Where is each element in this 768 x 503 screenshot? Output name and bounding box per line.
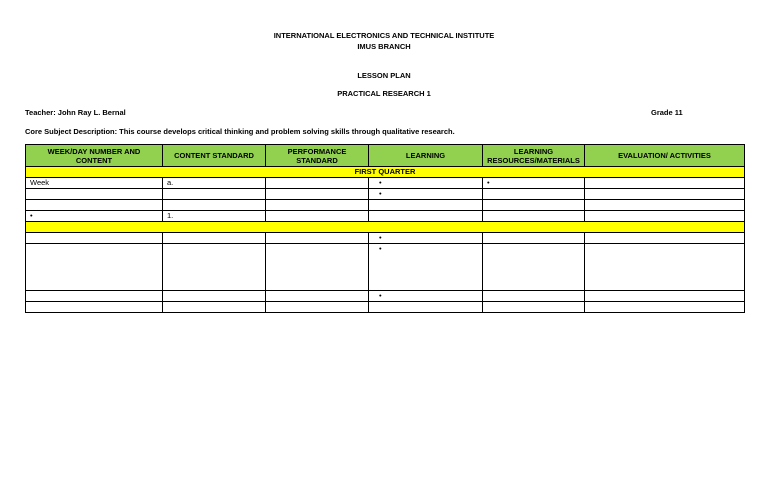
teacher-line: Teacher: John Ray L. Bernal xyxy=(25,108,126,117)
cell xyxy=(163,302,266,313)
cell xyxy=(585,291,745,302)
cell xyxy=(585,178,745,189)
quarter-row xyxy=(26,222,745,233)
cell xyxy=(266,178,369,189)
cell: • xyxy=(369,178,483,189)
cell: a. xyxy=(163,178,266,189)
quarter-row xyxy=(26,167,745,178)
cell xyxy=(483,233,585,244)
cell: • xyxy=(369,233,483,244)
cell xyxy=(266,302,369,313)
cell: • xyxy=(483,178,585,189)
table-row xyxy=(26,178,745,189)
cell xyxy=(369,302,483,313)
institute-name: INTERNATIONAL ELECTRONICS AND TECHNICAL INSTITUTE xyxy=(273,31,495,40)
cell xyxy=(26,200,163,211)
table-row xyxy=(26,302,745,313)
cell xyxy=(26,244,163,291)
cell: Week xyxy=(26,178,163,189)
cell xyxy=(26,233,163,244)
cell xyxy=(483,189,585,200)
grade-line: Grade 11 xyxy=(651,108,683,117)
cell xyxy=(26,189,163,200)
table-row xyxy=(26,244,745,291)
cell xyxy=(369,211,483,222)
cell xyxy=(266,291,369,302)
subject-title: PRACTICAL RESEARCH 1 xyxy=(337,89,431,98)
cell xyxy=(369,200,483,211)
cell xyxy=(163,200,266,211)
cell xyxy=(483,244,585,291)
table-row xyxy=(26,200,745,211)
table-row xyxy=(26,211,745,222)
cell: • xyxy=(26,211,163,222)
cell xyxy=(163,291,266,302)
cell xyxy=(585,302,745,313)
cell: • xyxy=(369,189,483,200)
cell xyxy=(585,200,745,211)
cell: • xyxy=(369,291,483,302)
cell: • xyxy=(369,244,483,291)
header-performance-standard: PERFORMANCE STANDARD xyxy=(266,145,369,167)
cell xyxy=(483,211,585,222)
doc-type: LESSON PLAN xyxy=(357,71,411,80)
cell xyxy=(163,244,266,291)
header-week: WEEK/DAY NUMBER AND CONTENT xyxy=(26,145,163,167)
table-row xyxy=(26,189,745,200)
cell xyxy=(266,200,369,211)
lesson-plan-table xyxy=(25,144,745,313)
quarter-label: FIRST QUARTER xyxy=(26,167,745,178)
cell: 1. xyxy=(163,211,266,222)
cell xyxy=(26,302,163,313)
cell xyxy=(585,233,745,244)
cell xyxy=(266,233,369,244)
header-content-standard: CONTENT STANDARD xyxy=(163,145,266,167)
table-row xyxy=(26,291,745,302)
branch-name: IMUS BRANCH xyxy=(357,42,411,51)
header-evaluation: EVALUATION/ ACTIVITIES xyxy=(585,145,745,167)
description-line: Core Subject Description: This course develops critical thinking and problem solving skills through qualitative research. xyxy=(25,127,455,136)
quarter-label-empty xyxy=(26,222,745,233)
header-learning: LEARNING xyxy=(369,145,483,167)
header-resources: LEARNING RESOURCES/MATERIALS xyxy=(483,145,585,167)
cell xyxy=(163,233,266,244)
cell xyxy=(163,189,266,200)
table-row xyxy=(26,233,745,244)
cell xyxy=(266,211,369,222)
cell xyxy=(585,211,745,222)
cell xyxy=(26,291,163,302)
cell xyxy=(483,200,585,211)
cell xyxy=(483,291,585,302)
cell xyxy=(266,244,369,291)
cell xyxy=(266,189,369,200)
cell xyxy=(585,189,745,200)
table-header-row xyxy=(26,145,745,167)
cell xyxy=(585,244,745,291)
cell xyxy=(483,302,585,313)
